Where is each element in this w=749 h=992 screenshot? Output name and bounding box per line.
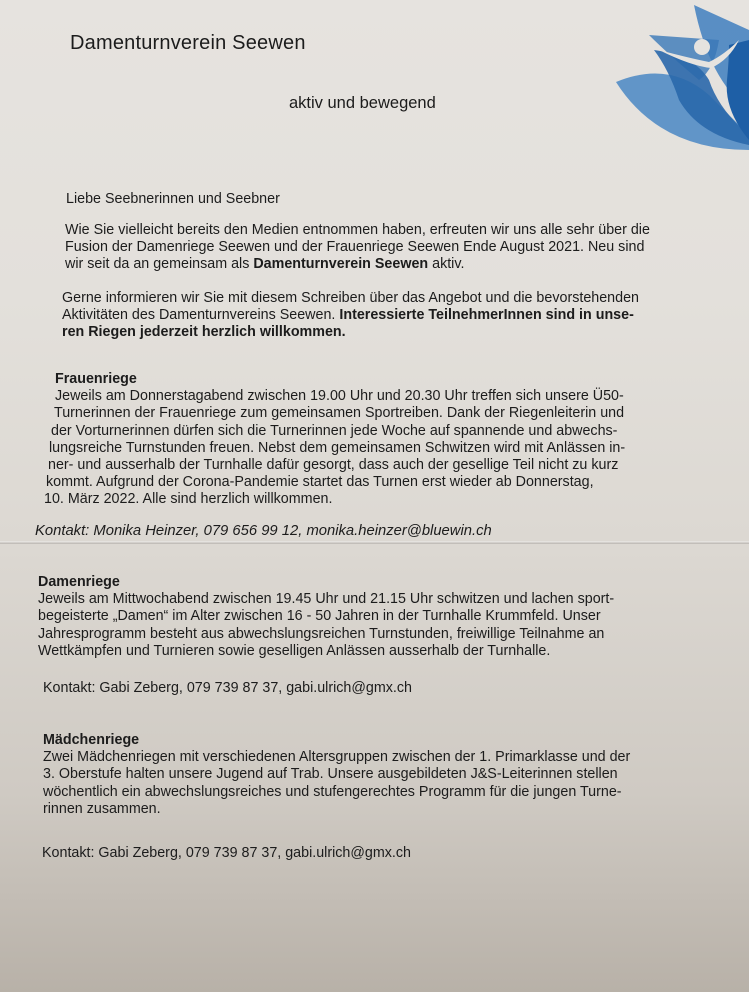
text-line: Wie Sie vielleicht bereits den Medien entnommen haben, erfreuten wir uns alle sehr über die bbox=[65, 222, 650, 238]
text-line: Jahresprogramm besteht aus abwechslungsreichen Turnstunden, freiwillige Teilnahme an bbox=[38, 625, 605, 642]
contact-damenriege: Kontakt: Gabi Zeberg, 079 739 87 37, gabi.ulrich@gmx.ch bbox=[43, 680, 412, 696]
text-line: Turnerinnen der Frauenriege zum gemeinsamen Sportreiben. Dank der Riegenleiterin und bbox=[54, 405, 625, 422]
text-line bbox=[62, 307, 639, 324]
section-damenriege bbox=[38, 574, 614, 660]
tagline: aktiv und bewegend bbox=[289, 94, 436, 112]
text-line: kommt. Aufgrund der Corona-Pandemie startet das Turnen erst wieder ab Donnerstag, bbox=[46, 474, 594, 491]
text-line: Gerne informieren wir Sie mit diesem Schreiben über das Angebot und die bevorstehenden bbox=[62, 290, 639, 306]
text-line: der Vorturnerinnen dürfen sich die Turnerinnen jede Woche auf spannende und abwechs- bbox=[51, 422, 618, 439]
text-line: 10. März 2022. Alle sind herzlich willkommen. bbox=[44, 491, 333, 508]
page-title: Damenturnverein Seewen bbox=[70, 32, 306, 54]
paper-fold-crease bbox=[0, 541, 749, 544]
text-line: lungsreiche Turnstunden freuen. Nebst dem gemeinsamen Schwitzen wird mit Anlässen in- bbox=[49, 439, 626, 456]
intro-paragraph bbox=[65, 222, 650, 274]
text-line: ner- und ausserhalb der Turnhalle dafür gesorgt, dass auch der gesellige Teil nicht zu kurz bbox=[48, 457, 619, 474]
text-line: rinnen zusammen. bbox=[43, 800, 161, 817]
section-frauenriege bbox=[44, 371, 626, 509]
text-line: Fusion der Damenriege Seewen und der Frauenriege Seewen Ende August 2021. Neu sind bbox=[65, 239, 645, 256]
text-line: Jeweils am Donnerstagabend zwischen 19.00 Uhr und 20.30 Uhr treffen sich unsere Ü50- bbox=[55, 388, 624, 405]
contact-maedchenriege: Kontakt: Gabi Zeberg, 079 739 87 37, gabi.ulrich@gmx.ch bbox=[42, 845, 411, 861]
bold-club-name: Damenturnverein Seewen bbox=[253, 256, 429, 273]
text-line: wöchentlich ein abwechslungsreiches und stufengerechtes Programm für die jungen Turne- bbox=[43, 783, 622, 800]
lotus-logo-icon bbox=[599, 0, 749, 160]
greeting: Liebe Seebnerinnen und Seebner bbox=[66, 191, 280, 207]
info-paragraph bbox=[62, 290, 639, 342]
section-heading: Frauenriege bbox=[55, 371, 137, 387]
text-span: Aktivitäten des Damenturnvereins Seewen. bbox=[62, 307, 340, 324]
section-heading: Mädchenriege bbox=[43, 732, 140, 748]
text-line: begeisterte „Damen“ im Alter zwischen 16 - 50 Jahren in der Turnhalle Krummfeld. Unser bbox=[38, 608, 601, 625]
contact-frauenriege: Kontakt: Monika Heinzer, 079 656 99 12, monika.heinzer@bluewin.ch bbox=[35, 523, 492, 539]
bold-welcome-text: Interessierte TeilnehmerInnen sind in unse- bbox=[339, 307, 634, 324]
text-line: 3. Oberstufe halten unsere Jugend auf Trab. Unsere ausgebildeten J&S-Leiterinnen stellen bbox=[43, 766, 618, 783]
section-maedchenriege bbox=[43, 732, 630, 818]
text-line: Wettkämpfen und Turnieren sowie geselligen Anlässen ausserhalb der Turnhalle. bbox=[38, 642, 551, 659]
text-line: Jeweils am Mittwochabend zwischen 19.45 Uhr und 21.15 Uhr schwitzen und lachen sport- bbox=[38, 591, 615, 608]
section-heading: Damenriege bbox=[38, 574, 120, 590]
bold-welcome-text: ren Riegen jederzeit herzlich willkommen. bbox=[62, 324, 346, 341]
text-line: Zwei Mädchenriegen mit verschiedenen Altersgruppen zwischen der 1. Primarklasse und der bbox=[43, 749, 631, 766]
text-line bbox=[65, 256, 650, 273]
text-span: aktiv. bbox=[428, 256, 465, 273]
text-span: wir seit da an gemeinsam als bbox=[65, 256, 254, 273]
